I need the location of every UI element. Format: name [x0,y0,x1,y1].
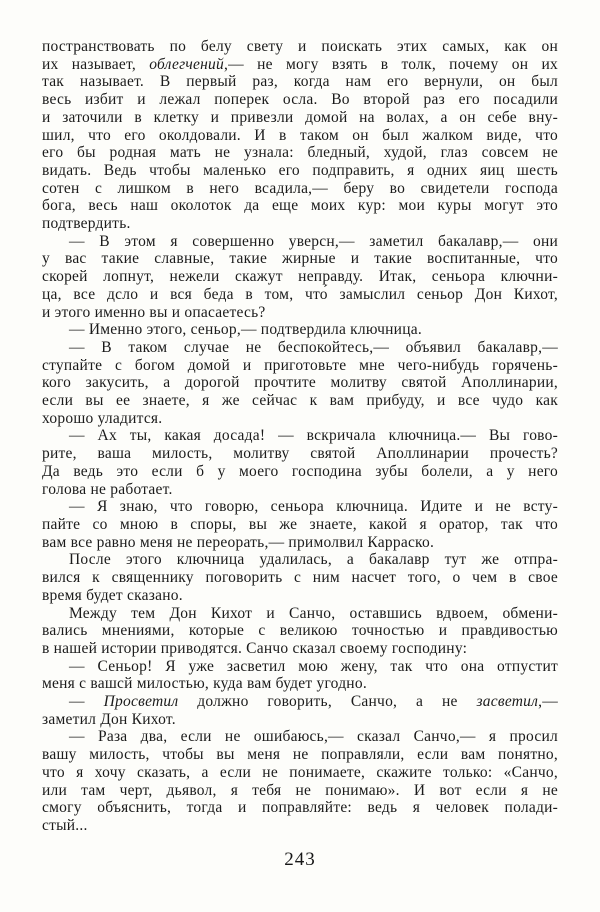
text-line: — В этом я совершенно уверсн,— заметил бакалавр,— они [69,232,558,250]
text-line: — Именно этого, сеньор,— подтвердила ключница. [69,321,422,339]
text-line: весь избит и лежал поперек осла. Во второй раз его посадили [42,91,558,109]
text-line: бога, весь наш околоток да еще моих кур: мои куры могут это [42,197,558,215]
text-line: вашу милость, чтобы вы меня не поправляли, если вам понятно, [42,746,558,764]
text-line: Между тем Дон Кихот и Санчо, оставшись вдвоем, обмени- [69,604,558,622]
text-line: его бы родная мать не узнала: бледный, худой, глаз совсем не [42,144,558,162]
text-line: так называет. В первый раз, когда нам его вернули, он был [42,73,558,91]
text-line: шил, что его околдовали. И в таком он был жалком виде, что [42,126,558,144]
text-line: сотен с лишком в него всадила,— беру во свидетели господа [42,179,558,197]
paragraph [42,427,558,498]
text-line: стый... [42,816,88,834]
text-line: и заточили в клетку и привезли домой на волах, а он себе вну- [42,108,558,126]
text-line: меня с вашсй милостью, куда вам будет угодно. [42,675,367,693]
text-line: у вас такие славные, такие жирные и такие воспитанные, что [42,250,558,268]
text-line: ступайте с богом домой и приготовьте мне чего-нибудь горячень- [42,356,558,374]
text-line: в нашей истории приводятся. Санчо сказал своему господину: [42,639,468,657]
text-line: видать. Ведь чтобы маленько его подправить, я одних яиц шесть [42,161,558,179]
text-block [42,38,558,835]
text-line: постранствовать по белу свету и поискать этих самых, как он [42,38,558,55]
text-line: время будет сказано. [42,586,183,604]
text-line: — Ах ты, какая досада! — вскричала ключница.— Вы гово- [69,427,558,445]
text-line: и этого именно вы и опасаетесь? [42,303,266,321]
paragraph [42,551,558,604]
text-line: кого закусить, а дорогой прочтите молитву святой Аполлинарии, [42,374,558,392]
text-line: — Сеньор! Я уже засветил мою жену, так что она отпустит [69,657,558,675]
text-line: После этого ключница удалилась, а бакалавр тут же отпра- [69,551,558,569]
paragraph [42,339,558,428]
paragraph [42,38,558,233]
text-line: вались мнениями, которые с великою точностью и правдивостью [42,622,558,640]
text-line: — Раза два, если не ошибаюсь,— сказал Санчо,— я просил [69,728,558,746]
paragraph [42,605,558,658]
text-line: рите, ваша милость, молитву святой Аполлинарии прочесть? [42,445,558,463]
text-line: их называет, облегчений,— не могу взять в толк, почему он их [42,55,558,73]
text-line: или там черт, дьявол, я тебя не понимаю». И вот если я не [42,781,558,799]
paragraph [42,728,558,834]
paragraph [42,693,558,728]
text-line: — Я знаю, что говорю, сеньора ключница. Идите и не всту- [69,498,558,516]
text-line: голова не работает. [42,480,173,498]
text-line: — Просветил должно говорить, Санчо, а не засветил,— [69,693,558,711]
text-line: — В таком случае не беспокойтесь,— объявил бакалавр,— [69,338,558,356]
paragraph [42,498,558,551]
text-line: вам все равно меня не переорать,— примолвил Карраско. [42,533,435,551]
paragraph [42,658,558,693]
paragraph [42,233,558,322]
page-number: 243 [284,848,316,870]
text-line: подтвердить. [42,215,131,233]
text-line: вился к священнику поговорить с ним насчет того, о чем в свое [42,569,558,587]
text-line: смогу объяснить, тогда и поправляйте: ведь я человек полади- [42,799,558,817]
text-line: Да ведь это если б у моего господина зубы болели, а у него [42,462,558,480]
text-line: хорошо уладится. [42,409,163,427]
text-line: что я хочу сказать, а если не понимаете, скажите только: «Санчо, [42,763,558,781]
text-line: ца, все дсло и вся беда в том, что́ замыслил сеньор Дон Кихот, [42,285,558,303]
paragraph [42,321,558,339]
text-line: пайте со мною в споры, вы же знаете, какой я оратор, так что [42,515,558,533]
text-line: если вы ее знаете, я же сейчас к вам прибуду, и все чудо как [42,392,558,410]
text-line: заметил Дон Кихот. [42,710,176,728]
text-line: скорей лопнут, нежели скажут неправду. Итак, сеньора ключни- [42,268,558,286]
